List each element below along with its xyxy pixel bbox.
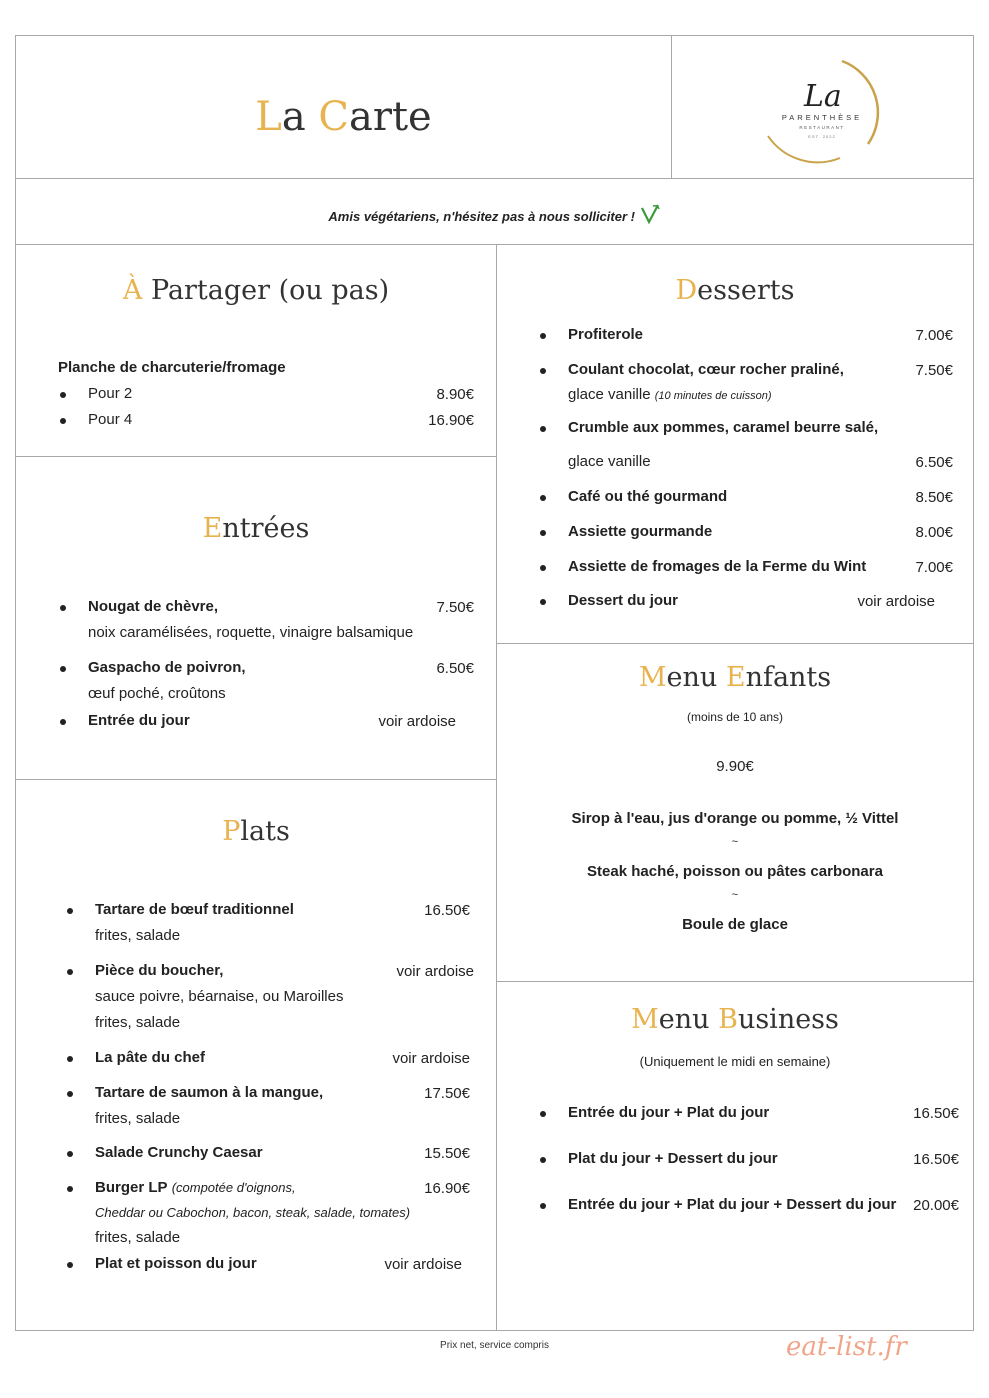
bullet xyxy=(67,969,73,975)
partager-item-label: Pour 2 xyxy=(88,385,133,402)
bullet xyxy=(540,368,546,374)
partager-item-price: 8.90€ xyxy=(436,386,474,403)
entree-name: Entrée du jour xyxy=(88,712,190,729)
entree-name: Gaspacho de poivron, xyxy=(88,659,246,676)
plat-name: Tartare de bœuf traditionnel xyxy=(95,901,294,918)
dessert-desc: glace vanille xyxy=(568,453,651,470)
plat-price: 17.50€ xyxy=(424,1085,470,1102)
partager-item-price: 16.90€ xyxy=(428,412,474,429)
bullet xyxy=(540,1111,546,1117)
dessert-name: Café ou thé gourmand xyxy=(568,488,728,505)
logo-image xyxy=(672,36,975,180)
enfants-separator: ~ xyxy=(731,836,739,848)
header-logo-box xyxy=(671,35,974,179)
plats-title: Plats xyxy=(222,816,290,847)
plat-name: Burger LP xyxy=(95,1179,168,1196)
enfants-title: Menu Enfants xyxy=(638,662,832,693)
plat-desc: frites, salade xyxy=(95,927,181,944)
business-item-price: 16.50€ xyxy=(913,1105,959,1122)
dessert-price: 7.00€ xyxy=(915,327,953,344)
business-item-label: Entrée du jour + Plat du jour + Dessert du jour xyxy=(568,1196,897,1213)
dessert-price: 6.50€ xyxy=(915,454,953,471)
enfants-age: (moins de 10 ans) xyxy=(686,710,784,724)
entree-price: 6.50€ xyxy=(436,660,474,677)
dessert-name: Profiterole xyxy=(568,326,644,343)
bullet xyxy=(67,1091,73,1097)
bullet xyxy=(540,426,546,432)
plat-price: 16.90€ xyxy=(424,1180,470,1197)
title-cap-c: C xyxy=(318,94,349,140)
bullet xyxy=(540,599,546,605)
bullet xyxy=(60,719,66,725)
partager-title: À Partager (ou pas) xyxy=(122,275,390,306)
partager-item-label: Pour 4 xyxy=(88,411,133,428)
plat-desc: sauce poivre, béarnaise, ou Maroilles xyxy=(95,988,344,1005)
section-partager xyxy=(15,244,497,457)
section-plats xyxy=(15,779,497,1331)
plat-name-note: (compotée d'oignons, xyxy=(171,1180,296,1195)
dessert-desc: glace vanille xyxy=(568,386,651,403)
leaf-v-icon xyxy=(639,203,661,225)
page-title xyxy=(16,94,671,140)
plat-name: La pâte du chef xyxy=(95,1049,206,1066)
entree-desc: œuf poché, croûtons xyxy=(88,685,226,702)
enfants-separator: ~ xyxy=(731,889,739,901)
plat-desc: Cheddar ou Cabochon, bacon, steak, salade, tomates) xyxy=(95,1205,411,1220)
bullet xyxy=(67,1262,73,1268)
enfants-line2: Steak haché, poisson ou pâtes carbonara xyxy=(587,863,883,880)
title-cap-l: L xyxy=(255,94,282,140)
bullet xyxy=(67,908,73,914)
bullet xyxy=(60,605,66,611)
dessert-name: Dessert du jour xyxy=(568,592,679,609)
dessert-name: Assiette gourmande xyxy=(568,523,713,540)
plat-burger-line xyxy=(95,1175,296,1201)
bullet xyxy=(67,1186,73,1192)
plat-name: Salade Crunchy Caesar xyxy=(95,1144,263,1161)
enfants-price: 9.90€ xyxy=(716,758,754,775)
plat-desc: frites, salade xyxy=(95,1014,181,1031)
business-item-label: Entrée du jour + Plat du jour xyxy=(568,1104,770,1121)
business-item-label: Plat du jour + Dessert du jour xyxy=(568,1150,778,1167)
dessert-price: 7.00€ xyxy=(915,559,953,576)
dessert-name: Assiette de fromages de la Ferme du Wint xyxy=(568,558,867,575)
entree-price: 7.50€ xyxy=(436,599,474,616)
dessert-note: (10 minutes de cuisson) xyxy=(654,390,772,402)
plat-name: Tartare de saumon à la mangue, xyxy=(95,1084,324,1101)
dessert-name: Coulant chocolat, cœur rocher praliné, xyxy=(568,361,844,378)
banner-line xyxy=(16,203,973,225)
business-note: (Uniquement le midi en semaine) xyxy=(639,1054,831,1069)
section-menu-business xyxy=(496,981,974,1331)
dessert-name: Crumble aux pommes, caramel beurre salé, xyxy=(568,419,879,436)
plat-name: Pièce du boucher, xyxy=(95,962,224,979)
partager-heading: Planche de charcuterie/fromage xyxy=(58,359,286,376)
dessert-price: voir ardoise xyxy=(857,593,935,610)
entree-name: Nougat de chèvre, xyxy=(88,598,219,615)
business-item-price: 16.50€ xyxy=(913,1151,959,1168)
logo-word-text: PARENTHÈSE xyxy=(781,113,863,122)
section-entrees xyxy=(15,456,497,780)
bullet xyxy=(60,418,66,424)
bullet xyxy=(540,565,546,571)
section-desserts xyxy=(496,244,974,644)
dessert-desc-line xyxy=(568,382,772,409)
bullet xyxy=(540,333,546,339)
bullet xyxy=(60,392,66,398)
logo-script-text: La xyxy=(804,79,842,114)
header-title-box xyxy=(15,35,672,179)
title-rest-arte: arte xyxy=(349,94,432,140)
plat-price: voir ardoise xyxy=(396,963,474,980)
dessert-price: 8.50€ xyxy=(915,489,953,506)
bullet xyxy=(540,530,546,536)
plat-price: voir ardoise xyxy=(384,1256,462,1273)
banner-text: Amis végétariens, n'hésitez pas à nous solliciter ! xyxy=(328,209,635,224)
plat-price: voir ardoise xyxy=(392,1050,470,1067)
entrees-title: Entrées xyxy=(202,513,310,544)
plat-desc: frites, salade xyxy=(95,1110,181,1127)
bullet xyxy=(540,1203,546,1209)
bullet xyxy=(67,1056,73,1062)
bullet xyxy=(67,1151,73,1157)
logo-sub-text: RESTAURANT xyxy=(799,125,845,130)
plat-desc: frites, salade xyxy=(95,1229,181,1246)
bullet xyxy=(540,1157,546,1163)
enfants-line1: Sirop à l'eau, jus d'orange ou pomme, ½ Vittel xyxy=(571,810,899,827)
watermark-text: eat-list.fr xyxy=(786,1332,907,1362)
entree-price: voir ardoise xyxy=(378,713,456,730)
enfants-line3: Boule de glace xyxy=(682,916,788,933)
plat-price: 16.50€ xyxy=(424,902,470,919)
dessert-price: 8.00€ xyxy=(915,524,953,541)
vegetarian-banner xyxy=(15,178,974,245)
entree-desc: noix caramélisées, roquette, vinaigre balsamique xyxy=(88,624,414,641)
plat-price: 15.50€ xyxy=(424,1145,470,1162)
desserts-title: Desserts xyxy=(675,275,795,306)
title-rest-a: a xyxy=(281,94,319,140)
bullet xyxy=(60,666,66,672)
footer-note: Prix net, service compris xyxy=(440,1340,549,1351)
dessert-price: 7.50€ xyxy=(915,362,953,379)
business-item-price: 20.00€ xyxy=(913,1197,959,1214)
section-menu-enfants xyxy=(496,643,974,982)
business-title: Menu Business xyxy=(631,1004,839,1035)
logo-est-text: EST. 2022 xyxy=(808,134,836,139)
plat-name: Plat et poisson du jour xyxy=(95,1255,257,1272)
bullet xyxy=(540,495,546,501)
